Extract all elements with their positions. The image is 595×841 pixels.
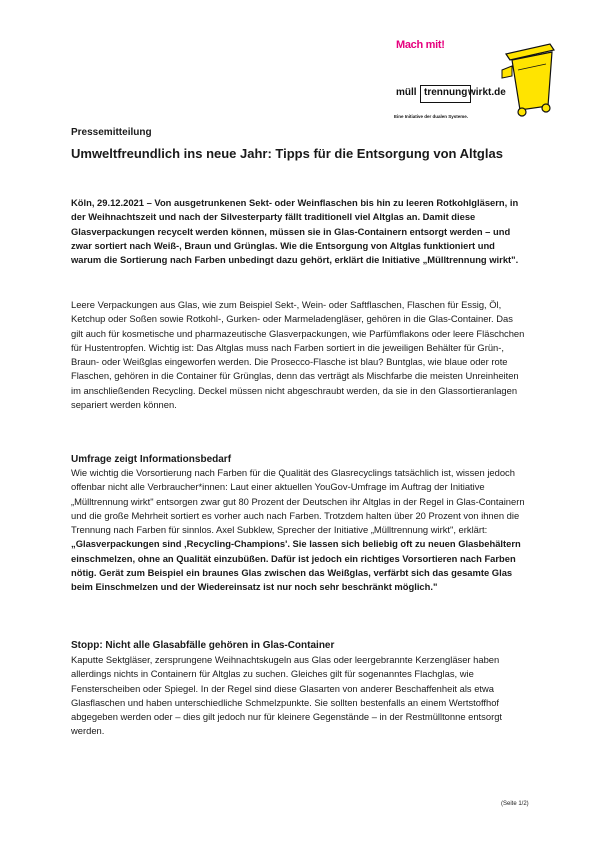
logo-wordmark-part2: trennung xyxy=(420,85,471,103)
logo-slogan: Mach mit! xyxy=(396,39,445,51)
logo-wordmark-part1: müll xyxy=(396,87,417,98)
initiative-logo xyxy=(392,26,562,119)
body-paragraph-survey xyxy=(71,466,526,595)
lead-paragraph: Köln, 29.12.2021 – Von ausgetrunkenen Sekt- oder Weinflaschen bis hin zu leeren Rotkohlgläsern, in der Weihnachtszeit und nach der Silvesterparty fällt traditionell viel Altglas an. Damit diese Glasverpackungen recycelt werden können, müssen sie in Glas-Containern entsorgt werden – und zwar sortiert nach Weiß-, Braun und Grünglas. Wie die Entsorgung von Altglas funktioniert und warum die Sortierung nach Farben unbedingt dazu gehört, erklärt die Initiative „Mülltrennung wirkt". xyxy=(71,197,519,266)
page-number: (Seite 1/2) xyxy=(501,801,529,807)
page-title: Umweltfreundlich ins neue Jahr: Tipps für die Entsorgung von Altglas xyxy=(71,146,503,161)
body-paragraph-glass-types: Leere Verpackungen aus Glas, wie zum Beispiel Sekt-, Wein- oder Saftflaschen, Flaschen für Essig, Öl, Ketchup oder Soßen sowie Rotkohl-, Gurken- oder Marmeladengläser, gehören in die Glas-Container. Das gilt auch für kosmetische und pharmazeutische Glasverpackungen, wie Parfümflakons oder leere Fläschchen für Hustentropfen. Wichtig ist: Das Altglas muss nach Farben sortiert in die jeweiligen Behälter für Grün-, Braun- oder Weißglas eingeworfen werden. Die Prosecco-Flasche ist blau? Buntglas, wie blaue oder rote Flaschen, gehören in die Container für Grünglas, denn das verträgt als Mischfarbe die meisten Unreinheiten im anschließenden Recycling. Deckel müssen nicht abgeschraubt werden, da sie in den Glassortieranlagen separiert werden können. xyxy=(71,299,525,411)
body-paragraph-not-allowed: Kaputte Sektgläser, zersprungene Weihnachtskugeln aus Glas oder leergebrannte Kerzengläser haben allerdings nichts in Containern für Altglas zu suchen. Gleiches gilt für sogenanntes Flachglas, wie Fensterscheiben oder Spiegel. In der Regel sind diese Glasarten von anderer Beschaffenheit als etwa Glasflaschen und haben unterschiedliche Schmelzpunkte. Sie sollten bestenfalls an einem Wertstoffhof abgegeben werden oder – dies gilt jedoch nur für kleinere Gegenstände – in der Restmülltonne entsorgt werden. xyxy=(71,654,503,737)
logo-tagline: Eine Initiative der dualen Systeme. xyxy=(394,114,469,119)
yellow-bin-icon xyxy=(500,26,560,118)
spokesperson-quote: „Glasverpackungen sind ‚Recycling-Champions'. Sie lassen sich beliebig oft zu neuen Glasbehältern einschmelzen, ohne an Qualität einzubüßen. Dafür ist jedoch ein richtiges Vorsortieren nach Farben nötig. Gerät zum Beispiel ein braunes Glas zwischen das Weißglas, verfärbt sich das gesamte Glas beim Einschmelzen und der Wiedereinsatz ist nur noch sehr beschränkt möglich." xyxy=(71,538,521,593)
logo-wordmark-part3: wirkt.de xyxy=(468,87,506,98)
subheading-not-allowed: Stopp: Nicht alle Glasabfälle gehören in Glas-Container xyxy=(71,640,335,651)
document-type-label: Pressemitteilung xyxy=(71,127,152,138)
survey-text: Wie wichtig die Vorsortierung nach Farben für die Qualität des Glasrecyclings tatsächlich ist, wissen jedoch offenbar nicht alle Verbraucher*innen: Laut einer aktuellen YouGov-Umfrage im Auftrag der Initiative „Mülltrennung wirkt" entsorgen zwar gut 80 Prozent der Deutschen ihr Altglas in der Regel in Glas-Containern und die große Mehrheit sortiert es vorher auch nach Farben. Trotzdem halten über 20 Prozent von ihnen die Trennung nach Farben für sinnlos. Axel Subklew, Sprecher der Initiative „Mülltrennung wirkt", erklärt: xyxy=(71,467,525,536)
subheading-survey: Umfrage zeigt Informationsbedarf xyxy=(71,454,232,465)
logo-wordmark xyxy=(392,85,562,101)
